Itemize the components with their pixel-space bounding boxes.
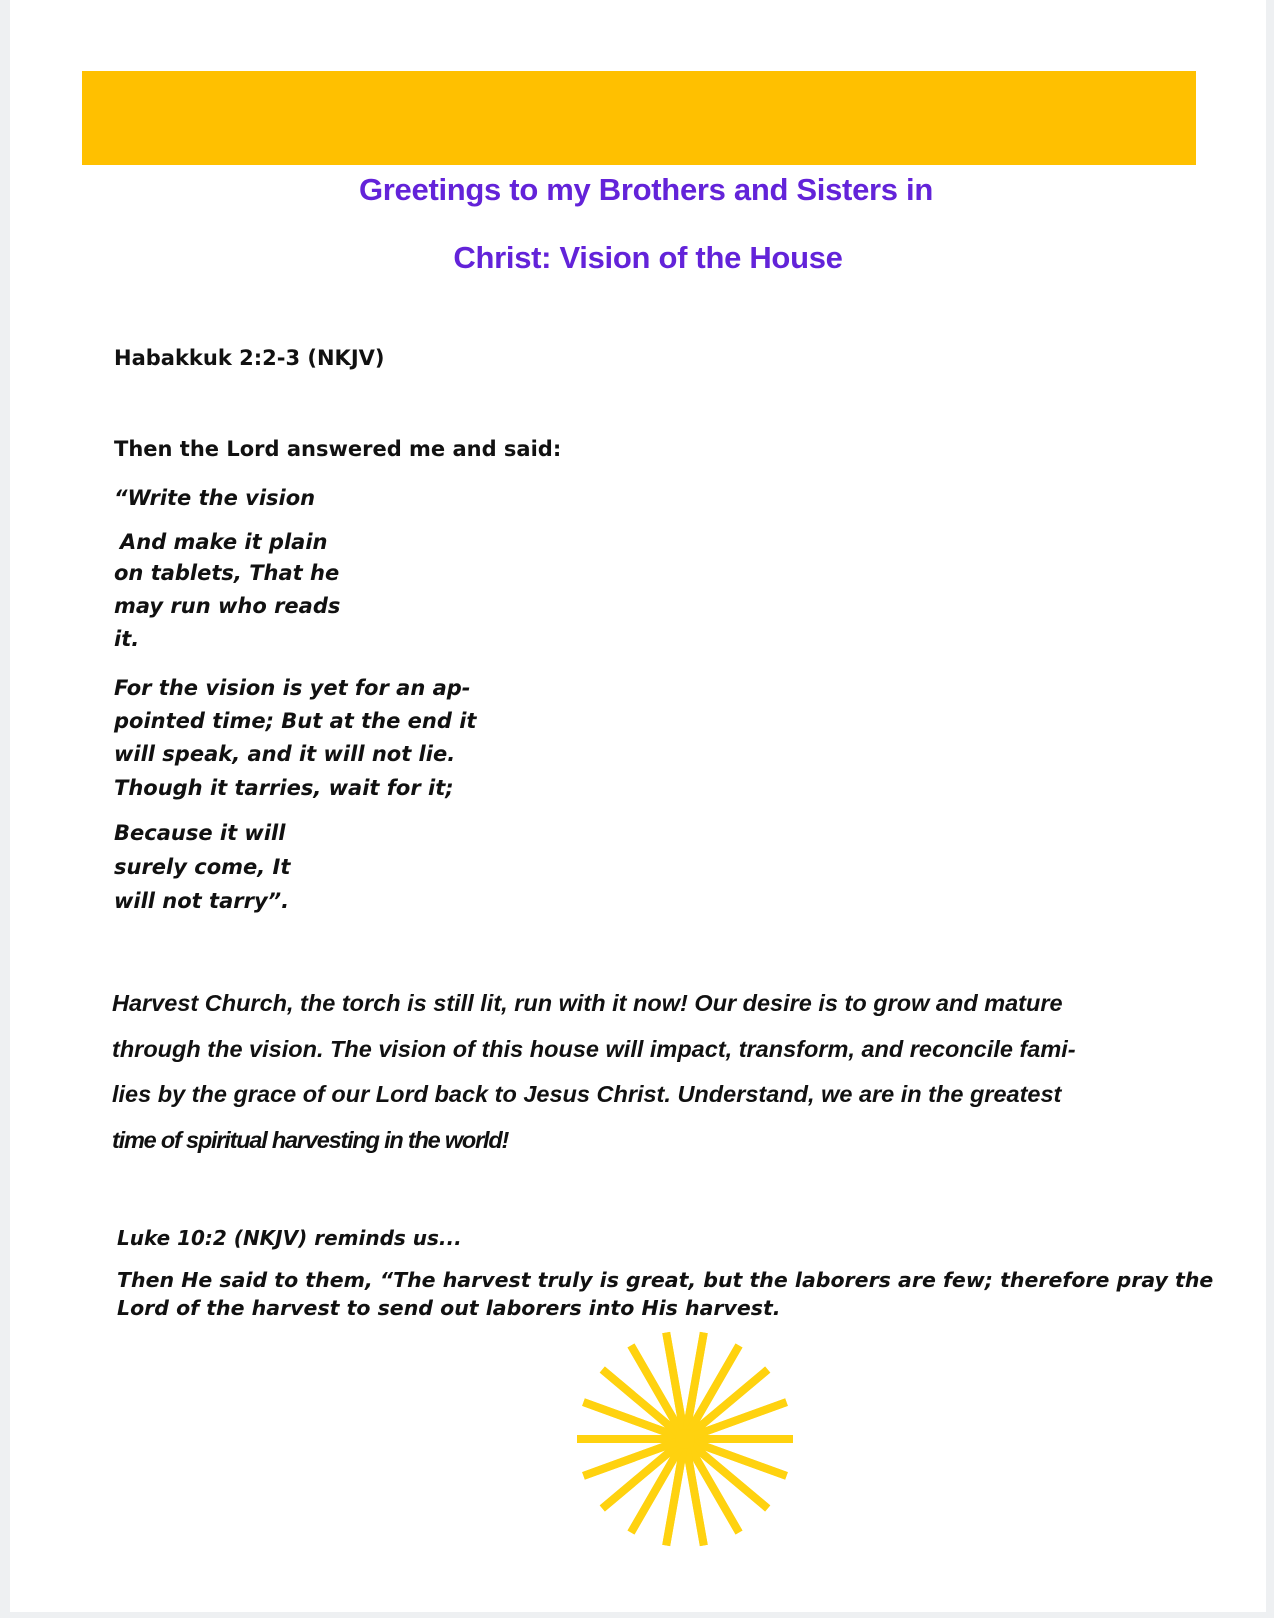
verse-line: Though it tarries, wait for it;	[114, 776, 454, 800]
message-line: time of spiritual harvesting in the world!	[112, 1127, 509, 1153]
page-title-line-2: Christ: Vision of the House	[453, 240, 843, 275]
verse-line: “Write the vision	[114, 486, 316, 510]
verse-line: Because it will	[114, 821, 286, 845]
message-line: Harvest Church, the torch is still lit, run with it now! Our desire is to grow and mature	[112, 990, 1063, 1016]
verse-line: surely come, It	[114, 855, 291, 879]
verse-line: may run who reads	[114, 594, 341, 618]
luke-reference: Luke 10:2 (NKJV) reminds us...	[117, 1226, 462, 1250]
message-line: lies by the grace of our Lord back to Jesus Christ. Understand, we are in the greatest	[112, 1081, 1062, 1107]
verse-line: pointed time; But at the end it	[114, 709, 477, 733]
verse-line: on tablets, That he	[114, 561, 340, 585]
luke-verse-line-1: Then He said to them, “The harvest truly is great, but the laborers are few; therefore pray the	[117, 1268, 1214, 1292]
verse-line: it.	[114, 627, 140, 651]
sunburst-icon	[570, 1324, 800, 1554]
scripture-intro: Then the Lord answered me and said:	[114, 437, 562, 461]
page-title-line-1: Greetings to my Brothers and Sisters in	[358, 172, 933, 207]
verse-line: And make it plain	[120, 530, 328, 554]
verse-line: For the vision is yet for an ap-	[114, 676, 471, 700]
luke-verse-line-2: Lord of the harvest to send out laborers into His harvest.	[117, 1296, 781, 1320]
header-band	[82, 71, 1196, 165]
verse-line: will not tarry”.	[114, 889, 290, 913]
document-page	[10, 0, 1266, 1612]
message-line: through the vision. The vision of this house will impact, transform, and reconcile fami-	[112, 1036, 1076, 1062]
verse-line: will speak, and it will not lie.	[114, 742, 456, 766]
scripture-reference: Habakkuk 2:2-3 (NKJV)	[114, 346, 385, 370]
